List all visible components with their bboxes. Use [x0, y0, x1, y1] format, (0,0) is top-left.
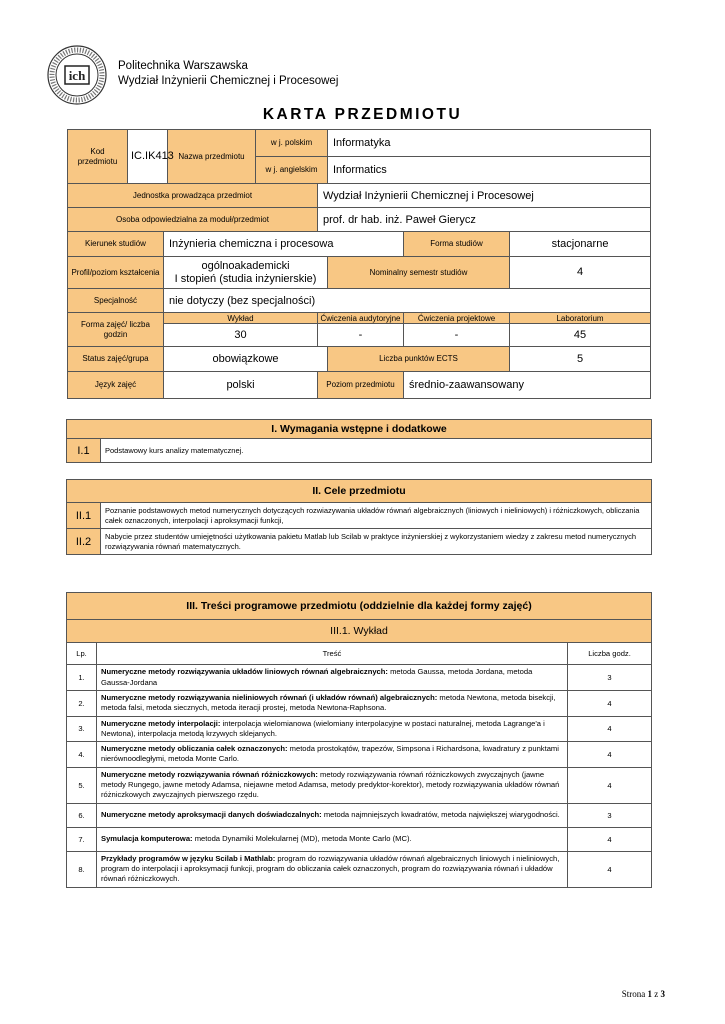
requirement-number: I.1 — [67, 439, 101, 463]
course-card-table — [67, 129, 651, 399]
svg-text:ich: ich — [68, 68, 86, 83]
osoba-label: Osoba odpowiedzialna za moduł/przedmiot — [68, 208, 318, 232]
en-value: Informatics — [328, 157, 651, 184]
section-program-subtitle: III.1. Wykład — [67, 620, 652, 643]
page-separator: z — [654, 989, 659, 999]
table-row — [67, 827, 652, 851]
kod-label: Kod przedmiotu — [68, 130, 128, 184]
row-description: metody rozwiązywania równań różniczkowych zwyczajnych (jawne metody Rungego, jawne metody Adamsa, niejawne metod Adamsa, metody predyktor-korektor), metody rozwiązywania układów równań różniczkowych zwyczajnych pierwszego rzędu. — [101, 769, 560, 800]
row-hours: 4 — [568, 742, 652, 768]
formy-value-wyklad: 30 — [164, 324, 318, 347]
section-goals — [66, 479, 652, 555]
specjalnosc-label: Specjalność — [68, 289, 164, 313]
university-logo-seal — [46, 44, 108, 106]
formy-value-cwiczenia-audytoryjne: - — [318, 324, 404, 347]
kierunek-value: Inżynieria chemiczna i procesowa — [164, 232, 404, 257]
forma-label: Forma studiów — [404, 232, 510, 257]
semestr-label: Nominalny semestr studiów — [328, 257, 510, 289]
section-program-title: III. Treści programowe przedmiotu (oddzielnie dla każdej formy zajęć) — [67, 593, 652, 620]
requirement-text: Podstawowy kurs analizy matematycznej. — [101, 439, 652, 463]
nazwa-label: Nazwa przedmiotu — [168, 130, 256, 184]
row-content — [97, 691, 568, 717]
row-topic: Numeryczne metody rozwiązywania nieliniowych równań (i układów równań) algebraicznych: — [101, 693, 438, 702]
status-label: Status zajęć/grupa — [68, 347, 164, 372]
row-lp: 6. — [67, 803, 97, 827]
row-hours: 4 — [568, 851, 652, 887]
page-total: 3 — [660, 989, 665, 999]
formy-value-laboratorium: 45 — [510, 324, 651, 347]
table-row — [67, 665, 652, 691]
row-topic: Symulacja komputerowa: — [101, 834, 193, 844]
poziom-value: średnio-zaawansowany — [404, 372, 651, 399]
formy-header-cwiczenia-projektowe: Ćwiczenia projektowe — [404, 313, 510, 324]
row-content — [97, 742, 568, 768]
specjalnosc-value: nie dotyczy (bez specjalności) — [164, 289, 651, 313]
jezyk-label: Język zajęć — [68, 372, 164, 399]
jednostka-value: Wydział Inżynierii Chemicznej i Procesowej — [318, 184, 651, 208]
row-topic: Numeryczne metody rozwiązywania równań różniczkowych: — [101, 769, 318, 779]
row-description: metoda prostokątów, trapezów, Simpsona i Richardsona, kwadratury z punktami nierównoodległymi, metoda Monte Carlo. — [101, 744, 559, 764]
column-header-lp: Lp. — [67, 643, 97, 665]
table-row — [67, 851, 652, 887]
row-topic: Numeryczne metody rozwiązywania układów liniowych równań algebraicznych: — [101, 667, 388, 677]
goal-text: Poznanie podstawowych metod numerycznych dotyczących rozwiazywania układów równań algebraicznych (liniowych i nieliniowych) i różniczkowych, obliczania całek oznaczonych, interpolacji i aproksymacji funkcji, — [101, 503, 652, 529]
table-row — [67, 803, 652, 827]
jednostka-label: Jednostka prowadząca przedmiot — [68, 184, 318, 208]
row-lp: 8. — [67, 851, 97, 887]
ects-label: Liczba punktów ECTS — [328, 347, 510, 372]
document-title: KARTA PRZEDMIOTU — [262, 106, 463, 123]
forma-value: stacjonarne — [510, 232, 651, 257]
page-number: 1 — [647, 989, 652, 999]
osoba-value: prof. dr hab. inż. Paweł Gierycz — [318, 208, 651, 232]
row-lp: 3. — [67, 716, 97, 742]
section-program-content — [66, 592, 652, 888]
row-hours: 4 — [568, 716, 652, 742]
jezyk-value: polski — [164, 372, 318, 399]
row-lp: 4. — [67, 742, 97, 768]
row-hours: 4 — [568, 691, 652, 717]
page-footer — [622, 989, 665, 999]
formy-value-cwiczenia-projektowe: - — [404, 324, 510, 347]
formy-label: Forma zajęć/ liczba godzin — [68, 313, 164, 347]
goal-number: II.2 — [67, 529, 101, 555]
en-label: w j. angielskim — [256, 157, 328, 184]
row-description: metoda najmniejszych kwadratów, metoda największej wiarygodności. — [321, 810, 560, 820]
institution-header — [118, 59, 338, 89]
row-content — [97, 851, 568, 887]
section-goals-title: II. Cele przedmiotu — [67, 480, 652, 503]
formy-header-wyklad: Wykład — [164, 313, 318, 324]
goal-number: II.1 — [67, 503, 101, 529]
table-row — [67, 767, 652, 803]
row-content — [97, 803, 568, 827]
faculty-name: Wydział Inżynierii Chemicznej i Procesowej — [118, 75, 339, 87]
column-header-godziny: Liczba godz. — [568, 643, 652, 665]
row-lp: 5. — [67, 767, 97, 803]
row-lp: 7. — [67, 827, 97, 851]
row-topic: Numeryczne metody obliczania całek oznaczonych: — [101, 744, 288, 754]
requirement-row — [67, 439, 652, 463]
row-content — [97, 665, 568, 691]
row-lp: 2. — [67, 691, 97, 717]
formy-header-laboratorium: Laboratorium — [510, 313, 651, 324]
profil-value-2: I stopień (studia inżynierskie) — [174, 272, 317, 285]
institution-name: Politechnika Warszawska — [118, 60, 248, 72]
table-row — [67, 691, 652, 717]
status-value: obowiązkowe — [164, 347, 328, 372]
row-content — [97, 767, 568, 803]
row-hours: 4 — [568, 767, 652, 803]
semestr-value: 4 — [510, 257, 651, 289]
row-topic: Numeryczne metody aproksymacji danych doświadczalnych: — [101, 810, 322, 820]
section-requirements — [66, 419, 652, 463]
goal-row — [67, 529, 652, 555]
row-content — [97, 716, 568, 742]
row-description: interpolacja wielomianowa (wielomiany interpolacyjne w postaci naturalnej, metoda Lagrange'a i Newtona), interpolacja metodą krzywych sklejanych. — [101, 718, 545, 738]
kierunek-label: Kierunek studiów — [68, 232, 164, 257]
row-hours: 3 — [568, 803, 652, 827]
profil-label: Profil/poziom kształcenia — [68, 257, 164, 289]
row-description: metoda Gaussa, metoda Jordana, metoda Gaussa-Jordana — [101, 667, 533, 687]
row-topic: Przykłady programów w języku Scilab i Mathlab: — [101, 853, 276, 863]
goal-text: Nabycie przez studentów umiejętności użytkowania pakietu Matlab lub Scilab w praktyce inżynierskiej z wykorzystaniem wiedzy z zakresu metod numerycznych rozwiązywania równań matematycznych. — [101, 529, 652, 555]
column-header-tresc: Treść — [97, 643, 568, 665]
goal-row — [67, 503, 652, 529]
row-hours: 4 — [568, 827, 652, 851]
kod-value: IC.IK413 — [128, 130, 168, 184]
table-row — [67, 716, 652, 742]
row-description: program do rozwiązywania układów równań algebraicznych liniowych i nieliniowych, program do interpolacji i aproksymacji funkcji, program do obliczania całek oznaczonych, program do rozwiązywania równań i układów równań różniczkowych. — [101, 853, 560, 884]
pl-value: Informatyka — [328, 130, 651, 157]
row-description: metoda Newtona, metoda bisekcji, metoda falsi, metoda siecznych, metoda iteracji prostej, metoda Newtona-Raphsona. — [101, 693, 556, 713]
profil-value — [164, 257, 328, 289]
page-label: Strona — [621, 989, 646, 999]
row-lp: 1. — [67, 665, 97, 691]
row-topic: Numeryczne metody interpolacji: — [101, 718, 221, 728]
ects-value: 5 — [510, 347, 651, 372]
poziom-label: Poziom przedmiotu — [318, 372, 404, 399]
row-content — [97, 827, 568, 851]
profil-value-1: ogólnoakademicki — [201, 259, 290, 272]
formy-header-cwiczenia-audytoryjne: Ćwiczenia audytoryjne — [318, 313, 404, 324]
row-hours: 3 — [568, 665, 652, 691]
pl-label: w j. polskim — [256, 130, 328, 157]
table-row — [67, 742, 652, 768]
row-description: metoda Dynamiki Molekularnej (MD), metoda Monte Carlo (MC). — [192, 834, 412, 844]
section-requirements-title: I. Wymagania wstępne i dodatkowe — [67, 420, 652, 439]
